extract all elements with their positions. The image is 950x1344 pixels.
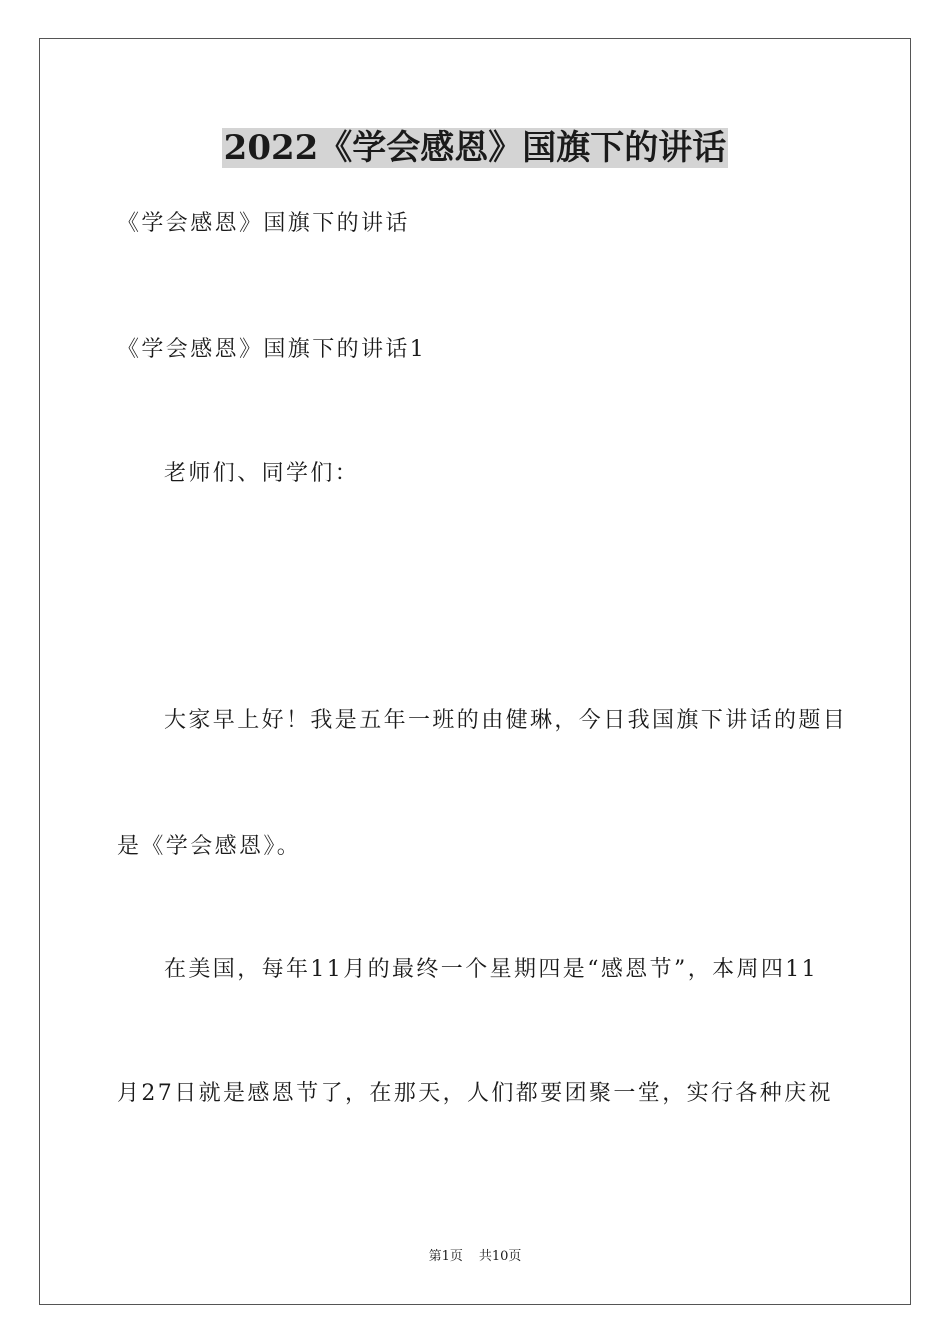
paragraph-body-line: 是《学会感恩》。 <box>117 834 302 859</box>
paragraph-body-line: 月27日就是感恩节了，在那天，人们都要团聚一堂，实行各种庆祝 <box>117 1081 833 1106</box>
page-number: 第1页 <box>428 1249 463 1264</box>
document-title <box>0 126 950 170</box>
paragraph-section-heading: 《学会感恩》国旗下的讲话1 <box>117 337 427 362</box>
paragraph-body-line: 大家早上好！我是五年一班的由健琳，今日我国旗下讲话的题目 <box>164 708 848 733</box>
page-footer <box>0 1248 950 1266</box>
document-title-text: 2022《学会感恩》国旗下的讲话 <box>223 128 727 168</box>
paragraph-subtitle: 《学会感恩》国旗下的讲话 <box>117 211 410 236</box>
page-total: 共10页 <box>478 1249 522 1264</box>
paragraph-body-line: 在美国，每年11月的最终一个星期四是“感恩节”，本周四11 <box>164 957 819 982</box>
paragraph-salutation: 老师们、同学们： <box>164 461 360 486</box>
